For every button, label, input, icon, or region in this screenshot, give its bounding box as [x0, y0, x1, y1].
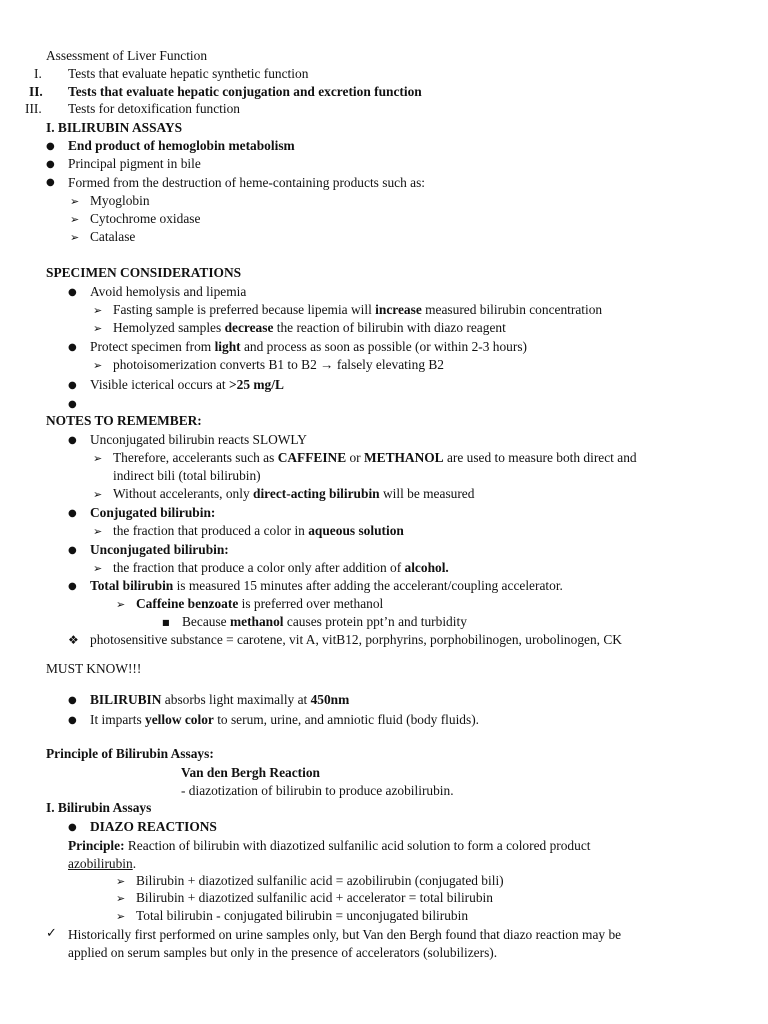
list-item: Principal pigment in bile	[68, 156, 201, 171]
checkmark-icon: ✓	[46, 926, 57, 941]
bullet-dot-icon: ●	[46, 159, 55, 170]
bullet-dot-icon: ●	[68, 715, 77, 726]
bullet-dot-icon: ●	[68, 581, 77, 592]
sub-item: Therefore, accelerants such as CAFFEINE or METHANOL are used to measure both direct and	[113, 450, 637, 465]
sub-item-continuation: indirect bili (total bilirubin)	[113, 468, 261, 483]
list-item: Total bilirubin is measured 15 minutes after adding the accelerant/coupling accelerator.	[90, 578, 563, 593]
bullet-dot-icon: ●	[68, 287, 77, 298]
list-item: Unconjugated bilirubin:	[90, 542, 229, 557]
arrowhead-bullet-icon: ➢	[93, 525, 103, 538]
arrowhead-bullet-icon: ➢	[93, 359, 103, 372]
list-item: Formed from the destruction of heme-containing products such as:	[68, 175, 425, 190]
sub-item: Cytochrome oxidase	[90, 211, 201, 226]
arrowhead-bullet-icon: ➢	[93, 452, 103, 465]
section-heading: Principle of Bilirubin Assays:	[46, 746, 214, 761]
list-item: Visible icterical occurs at >25 mg/L	[90, 377, 284, 392]
list-item: Unconjugated bilirubin reacts SLOWLY	[90, 432, 307, 447]
section-heading: I. BILIRUBIN ASSAYS	[46, 120, 183, 135]
note-item: photosensitive substance = carotene, vit A, vitB12, porphyrins, porphobilinogen, urobolinogen, CK	[90, 632, 622, 647]
list-item: Avoid hemolysis and lipemia	[90, 284, 247, 299]
arrowhead-bullet-icon: ➢	[93, 488, 103, 501]
bullet-dot-icon: ●	[68, 399, 77, 410]
sub-item: Catalase	[90, 229, 136, 244]
bullet-dot-icon: ●	[46, 177, 55, 188]
toc-item: Tests for detoxification function	[68, 101, 240, 116]
reaction-description: - diazotization of bilirubin to produce azobilirubin.	[181, 783, 454, 798]
sub-item: photoisomerization converts B1 to B2 → falsely elevating B2	[113, 357, 444, 372]
list-item: DIAZO REACTIONS	[90, 819, 217, 834]
sub-item: Hemolyzed samples decrease the reaction of bilirubin with diazo reagent	[113, 320, 506, 335]
toc-item: Tests that evaluate hepatic synthetic function	[68, 66, 309, 81]
sub-item: the fraction that produced a color in aqueous solution	[113, 523, 404, 538]
bullet-dot-icon: ●	[68, 508, 77, 519]
arrowhead-bullet-icon: ➢	[116, 892, 126, 905]
equation-item: Total bilirubin - conjugated bilirubin = unconjugated bilirubin	[136, 908, 469, 923]
sub-item: Fasting sample is preferred because lipemia will increase measured bilirubin concentration	[113, 302, 603, 317]
equation-item: Bilirubin + diazotized sulfanilic acid = azobilirubin (conjugated bili)	[136, 873, 504, 888]
list-item: It imparts yellow color to serum, urine, and amniotic fluid (body fluids).	[90, 712, 480, 727]
bullet-dot-icon: ●	[68, 342, 77, 353]
check-item: Historically first performed on urine samples only, but Van den Bergh found that diazo reaction may be	[68, 927, 622, 942]
sub-item: Without accelerants, only direct-acting bilirubin will be measured	[113, 486, 475, 501]
section-heading: NOTES TO REMEMBER:	[46, 413, 202, 428]
square-bullet-icon: ■	[162, 618, 170, 627]
arrowhead-bullet-icon: ➢	[93, 562, 103, 575]
sub-item: Myoglobin	[90, 193, 150, 208]
arrowhead-bullet-icon: ➢	[70, 213, 80, 226]
toc-item: Tests that evaluate hepatic conjugation and excretion function	[68, 84, 422, 99]
bullet-dot-icon: ●	[68, 545, 77, 556]
reaction-name: Van den Bergh Reaction	[181, 765, 320, 780]
list-item: End product of hemoglobin metabolism	[68, 138, 295, 153]
list-item: Protect specimen from light and process as soon as possible (or within 2-3 hours)	[90, 339, 527, 354]
check-item-continuation: applied on serum samples but only in the presence of accelerators (solubilizers).	[68, 945, 498, 960]
equation-item: Bilirubin + diazotized sulfanilic acid + accelerator = total bilirubin	[136, 890, 493, 905]
arrowhead-bullet-icon: ➢	[116, 910, 126, 923]
diamond-bullet-icon: ❖	[68, 633, 79, 647]
arrowhead-bullet-icon: ➢	[116, 875, 126, 888]
toc-num: II.	[29, 84, 43, 99]
toc-num: I.	[34, 66, 42, 81]
principle-text: Principle: Reaction of bilirubin with diazotized sulfanilic acid solution to form a colored product	[68, 838, 591, 853]
section-heading: SPECIMEN CONSIDERATIONS	[46, 265, 242, 280]
sub-item: Caffeine benzoate is preferred over methanol	[136, 596, 384, 611]
bullet-dot-icon: ●	[68, 435, 77, 446]
section-heading: I. Bilirubin Assays	[46, 800, 152, 815]
list-item: Conjugated bilirubin:	[90, 505, 216, 520]
principle-text-continuation: azobilirubin.	[68, 856, 137, 871]
doc-title: Assessment of Liver Function	[46, 48, 208, 63]
sub-item: the fraction that produce a color only after addition of alcohol.	[113, 560, 449, 575]
bullet-dot-icon: ●	[68, 695, 77, 706]
arrowhead-bullet-icon: ➢	[116, 598, 126, 611]
bullet-dot-icon: ●	[68, 822, 77, 833]
arrowhead-bullet-icon: ➢	[70, 195, 80, 208]
section-heading: MUST KNOW!!!	[46, 661, 142, 676]
list-item: BILIRUBIN absorbs light maximally at 450nm	[90, 692, 350, 707]
arrowhead-bullet-icon: ➢	[93, 322, 103, 335]
bullet-dot-icon: ●	[68, 380, 77, 391]
arrowhead-bullet-icon: ➢	[70, 231, 80, 244]
bullet-dot-icon: ●	[46, 141, 55, 152]
arrowhead-bullet-icon: ➢	[93, 304, 103, 317]
toc-num: III.	[25, 101, 42, 116]
sub-sub-item: Because methanol causes protein ppt’n and turbidity	[182, 614, 467, 629]
